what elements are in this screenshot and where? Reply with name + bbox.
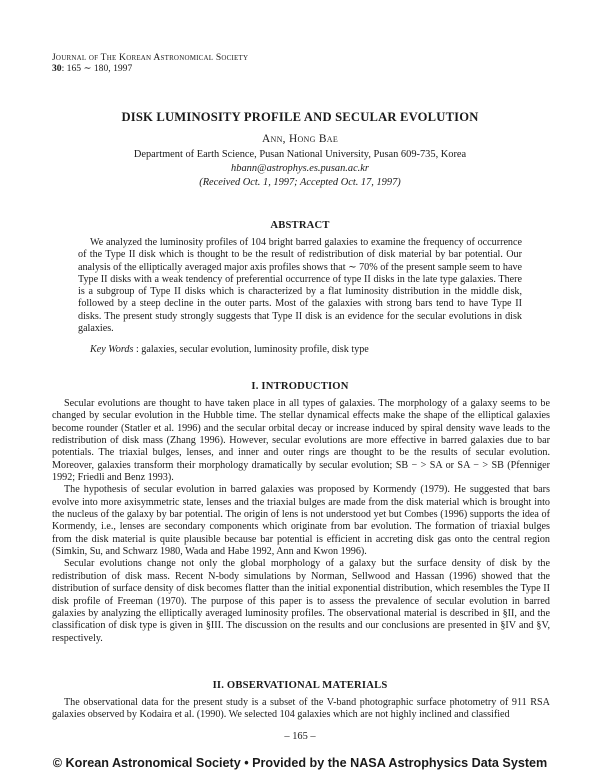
journal-pages: : 165 ∼ 180, 1997 [61,63,133,74]
journal-volume: 30 [52,63,62,74]
intro-body [52,398,550,645]
keywords-label: Key Words [90,344,134,355]
paper-title: DISK LUMINOSITY PROFILE AND SECULAR EVOLUTION [121,110,479,124]
received-dates: (Received Oct. 1, 1997; Accepted Oct. 17, 1997) [199,177,401,188]
keywords-text: : galaxies, secular evolution, luminosity profile, disk type [133,344,369,355]
journal-name: Journal of The Korean Astronomical Society [52,52,249,63]
intro-paragraph-2: The hypothesis of secular evolution in barred galaxies was proposed by Kormendy (1979). He suggested that bars evolve into more axisymmetric state, lenses and the triaxial bulges are made from the disk material which is brought into the nucleus of the galaxy by bar potential. The origin of lens is not understood yet but Combes (1996) supports the idea of Kormendy, i.e., lenses are secondary components which originate from bar evolution. The formation of triaxial bulges from the disk material is quite plausible because bar potential is efficient in accreting disk gas onto the central region (Simkin, Su, and Schwarz 1980, Wada and Habe 1992, Ann and Kwon 1996). [52,484,550,558]
intro-heading: I. INTRODUCTION [251,381,349,392]
observations-body [52,697,550,722]
affiliation: Department of Earth Science, Pusan National University, Pusan 609-735, Korea [133,149,467,160]
abstract-heading: ABSTRACT [270,220,330,231]
author: Ann, Hong Bae [261,133,339,145]
intro-paragraph-3: Secular evolutions change not only the global morphology of a galaxy but the surface density of disk by the redistribution of disk mass. Recent N-body simulations by Norman, Sellwood and Hassan (1996) showed that the distribution of surface density of disk becomes flatter than the initial exponential distribution, which resembles the Type II disk profile of Freeman (1970). The purpose of this paper is to assess the prevalence of secular evolution in barred galaxies by analyzing the elliptically averaged luminosity profiles. The observational material is described in §II, and the classification of disk type is given in §III. The discussion on the results and our conclusions are presented in §IV and §V, respectively. [52,558,550,644]
abstract-text: We analyzed the luminosity profiles of 104 bright barred galaxies to examine the frequency of occurrence of the Type II disk which is thought to be the result of redistribution of disk material by bar potential. Our analysis of the elliptically averaged major axis profiles shows that ∼ 70% of the present sample seem to have Type II disks with a weak tendency of preferential occurrence of type II disks in the late type galaxies. There is a subgroup of Type II disks which is characterized by a flat luminosity distribution in the middle disk, followed by a steep decline in the outer parts. Most of the galaxies with strong bars tend to have Type II disks. The present study strongly suggests that Type II disk is an evidence for the secular evolutions in disk galaxies. [78,237,522,334]
journal-volume-line [52,63,248,74]
journal-header [52,52,248,74]
email: hbann@astrophys.es.pusan.ac.kr [231,163,369,174]
observations-heading: II. OBSERVATIONAL MATERIALS [212,680,388,691]
keywords [90,344,369,355]
footer-credit: © Korean Astronomical Society • Provided by the NASA Astrophysics Data System [52,756,548,770]
page-number: – 165 – [284,731,316,742]
observations-paragraph-1: The observational data for the present study is a subset of the V-band photographic surface photometry of 911 RSA galaxies observed by Kodaira et al. (1990). We selected 104 galaxies which are not highly inclined and classified [52,697,550,721]
abstract-body [78,237,522,335]
intro-paragraph-1: Secular evolutions are thought to have taken place in all types of galaxies. The morphology of a galaxy seems to be changed by secular evolution in the Hubble time. The stellar dynamical effects make the shape of the elliptical galaxies become rounder (Statler et al. 1996) and the secular orbital decay or increase induced by spiral density wave leads to the redistribution of disk mass (Zhang 1996). However, secular evolutions are more effective in barred galaxies due to bar potentials. The triaxial bulges, lenses, and inner and outer rings are thought to be the results of secular evolution. Moreover, galaxies transform their morphology dramatically by secular evolution; SB − > SA or SA − > SB (Pfenniger 1992; Friedli and Benz 1993). [52,398,550,484]
